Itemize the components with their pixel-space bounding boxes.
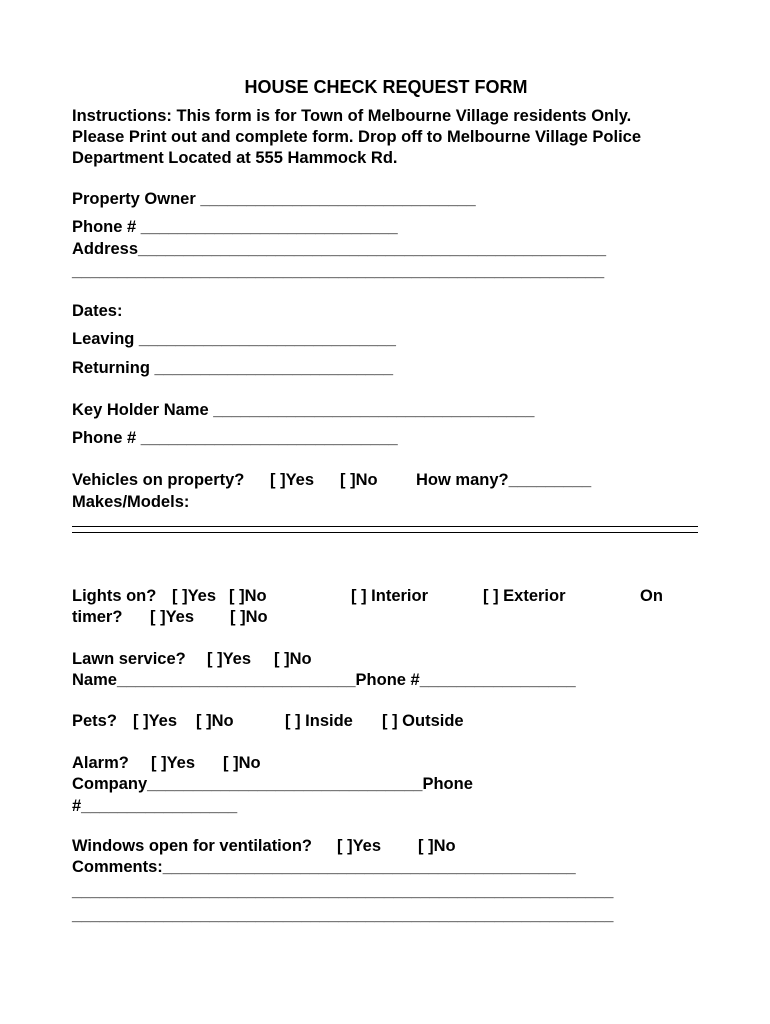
alarm-no-checkbox[interactable]: [ ]No (223, 754, 261, 772)
alarm-yes-checkbox[interactable]: [ ]Yes (151, 754, 196, 772)
comments-line-3[interactable]: ___________________________________________________________ (72, 906, 614, 924)
pets-outside-checkbox[interactable]: [ ] Outside (382, 712, 464, 730)
makes-models-line-2[interactable] (72, 532, 698, 533)
dates-label: Dates: (72, 302, 123, 320)
lights-no-checkbox[interactable]: [ ]No (229, 587, 267, 605)
vehicles-question: Vehicles on property? (72, 471, 245, 489)
lights-exterior-checkbox[interactable]: [ ] Exterior (483, 587, 566, 605)
phone-field[interactable]: Phone # ____________________________ (72, 218, 398, 236)
makes-models-label: Makes/Models: (72, 493, 190, 511)
makes-models-line-1[interactable] (72, 526, 698, 527)
alarm-question: Alarm? (72, 754, 129, 772)
comments-line-2[interactable]: ___________________________________________________________ (72, 882, 614, 900)
vehicles-yes-checkbox[interactable]: [ ]Yes (270, 471, 315, 489)
lawn-no-checkbox[interactable]: [ ]No (274, 650, 312, 668)
instructions-line-2: Please Print out and complete form. Drop off to Melbourne Village Police (72, 128, 642, 146)
pets-inside-checkbox[interactable]: [ ] Inside (285, 712, 353, 730)
returning-date-field[interactable]: Returning __________________________ (72, 359, 394, 377)
address-continuation-field[interactable]: __________________________________________________________ (72, 262, 605, 280)
key-holder-field[interactable]: Key Holder Name ___________________________________ (72, 401, 535, 419)
lawn-yes-checkbox[interactable]: [ ]Yes (207, 650, 252, 668)
windows-question: Windows open for ventilation? (72, 837, 313, 855)
lawn-name-phone-field[interactable]: Name__________________________Phone #_________________ (72, 671, 576, 689)
form-title: HOUSE CHECK REQUEST FORM (244, 77, 528, 97)
timer-no-checkbox[interactable]: [ ]No (230, 608, 268, 626)
address-field[interactable]: Address___________________________________________________ (72, 240, 607, 258)
pets-yes-checkbox[interactable]: [ ]Yes (133, 712, 178, 730)
pets-no-checkbox[interactable]: [ ]No (196, 712, 234, 730)
alarm-phone-field[interactable]: #_________________ (72, 797, 238, 815)
lights-yes-checkbox[interactable]: [ ]Yes (172, 587, 217, 605)
leaving-date-field[interactable]: Leaving ____________________________ (72, 330, 396, 348)
timer-label: timer? (72, 608, 123, 626)
lawn-question: Lawn service? (72, 650, 186, 668)
on-label: On (640, 587, 663, 605)
property-owner-field[interactable]: Property Owner ______________________________ (72, 190, 476, 208)
vehicles-count-field[interactable]: How many?_________ (416, 471, 592, 489)
key-holder-phone-field[interactable]: Phone # ____________________________ (72, 429, 398, 447)
windows-yes-checkbox[interactable]: [ ]Yes (337, 837, 382, 855)
instructions-line-3: Department Located at 555 Hammock Rd. (72, 149, 398, 167)
instructions-line-1: Instructions: This form is for Town of Melbourne Village residents Only. (72, 107, 632, 125)
comments-field[interactable]: Comments:_____________________________________________ (72, 858, 576, 876)
vehicles-no-checkbox[interactable]: [ ]No (340, 471, 378, 489)
timer-yes-checkbox[interactable]: [ ]Yes (150, 608, 195, 626)
lights-interior-checkbox[interactable]: [ ] Interior (351, 587, 428, 605)
alarm-company-field[interactable]: Company______________________________Phone (72, 775, 473, 793)
pets-question: Pets? (72, 712, 117, 730)
windows-no-checkbox[interactable]: [ ]No (418, 837, 456, 855)
lights-question: Lights on? (72, 587, 157, 605)
